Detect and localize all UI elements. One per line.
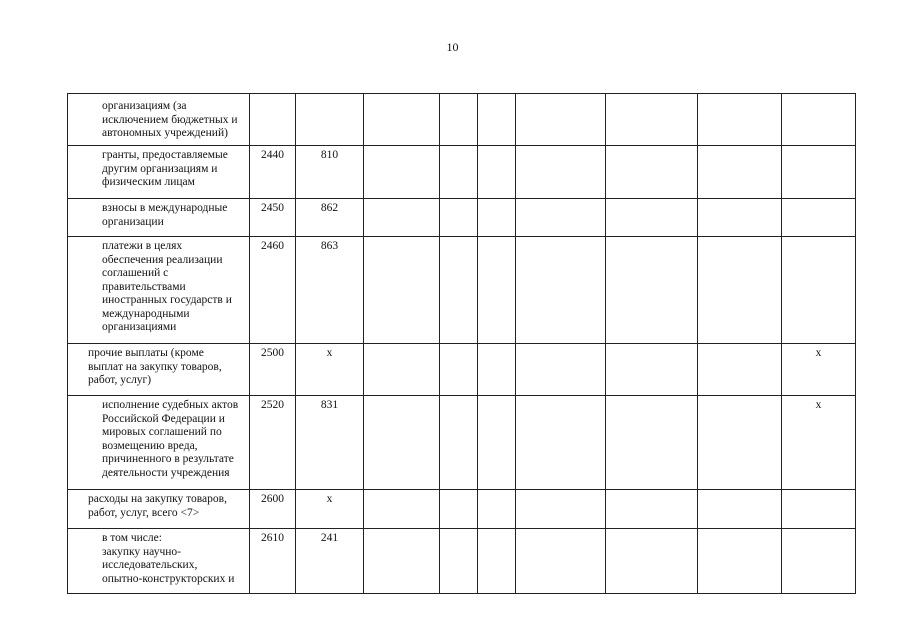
row-value-cell (440, 94, 478, 146)
row-name-line: исполнение судебных актов (102, 399, 239, 411)
row-name-line: правительствами (102, 280, 186, 293)
row-code-cell: 2520 (250, 396, 296, 490)
row-value-cell (606, 146, 698, 199)
row-value-cell (364, 344, 440, 396)
budget-table (67, 93, 856, 594)
row-kosgu-cell: 862 (296, 199, 364, 237)
row-value-cell (478, 94, 516, 146)
row-value-cell (440, 146, 478, 199)
row-value-cell (516, 237, 606, 344)
table-row (68, 94, 856, 146)
row-value-cell (516, 94, 606, 146)
row-value-cell (440, 396, 478, 490)
row-value-cell (440, 344, 478, 396)
row-value-cell (698, 490, 782, 529)
row-name-line: работ, услуг) (88, 374, 152, 386)
row-mark-cell (782, 199, 856, 237)
row-value-cell (516, 396, 606, 490)
row-value-cell (478, 529, 516, 594)
row-kosgu-cell: 863 (296, 237, 364, 344)
row-value-cell (606, 199, 698, 237)
row-value-cell (606, 94, 698, 146)
row-value-cell (478, 237, 516, 344)
row-name-cell (68, 94, 250, 146)
row-name-cell (68, 396, 250, 490)
row-value-cell (698, 199, 782, 237)
row-value-cell (478, 199, 516, 237)
row-code-cell: 2610 (250, 529, 296, 594)
row-name-line: в том числе: (102, 532, 162, 544)
row-name-line: физическим лицам (102, 176, 195, 188)
table-row (68, 490, 856, 529)
row-code-cell: 2440 (250, 146, 296, 199)
row-mark-cell (782, 529, 856, 594)
row-value-cell (516, 529, 606, 594)
row-value-cell (698, 146, 782, 199)
table-body (68, 94, 856, 594)
row-kosgu-cell: x (296, 490, 364, 529)
row-value-cell (364, 237, 440, 344)
row-value-cell (364, 94, 440, 146)
row-code-cell: 2450 (250, 199, 296, 237)
row-value-cell (516, 490, 606, 529)
row-value-cell (364, 199, 440, 237)
row-name-line: гранты, предоставляемые (102, 149, 228, 161)
row-kosgu-cell: 831 (296, 396, 364, 490)
row-value-cell (698, 94, 782, 146)
row-name-line: расходы на закупку товаров, (88, 493, 227, 505)
row-name-cell (68, 490, 250, 529)
row-value-cell (698, 344, 782, 396)
row-name-cell (68, 146, 250, 199)
row-mark-cell: x (782, 396, 856, 490)
table-row (68, 237, 856, 344)
row-name-line: прочие выплаты (кроме (88, 347, 204, 359)
row-mark-cell (782, 146, 856, 199)
row-name-line: закупку научно- (102, 545, 181, 558)
table-row (68, 344, 856, 396)
row-name-line: исследовательских, (102, 559, 198, 571)
row-name-line: взносы в международные (102, 202, 228, 214)
row-name-line: автономных учреждений) (102, 127, 228, 139)
row-value-cell (606, 490, 698, 529)
row-name-line: выплат на закупку товаров, (88, 360, 222, 373)
row-name-line: организациями (102, 321, 177, 333)
row-value-cell (698, 237, 782, 344)
row-value-cell (516, 199, 606, 237)
row-kosgu-cell: 241 (296, 529, 364, 594)
row-value-cell (478, 146, 516, 199)
row-name-cell (68, 529, 250, 594)
row-name-cell (68, 199, 250, 237)
row-name-line: Российской Федерации и (102, 412, 225, 425)
row-value-cell (440, 199, 478, 237)
row-name-line: организации (102, 215, 164, 228)
row-name-line: организациям (за (102, 100, 187, 112)
row-value-cell (698, 396, 782, 490)
row-name-line: опытно-конструкторских и (102, 572, 235, 585)
row-code-cell (250, 94, 296, 146)
row-value-cell (516, 146, 606, 199)
row-mark-cell (782, 490, 856, 529)
row-mark-cell: x (782, 344, 856, 396)
row-name-line: соглашений с (102, 267, 169, 279)
row-name-line: исключением бюджетных и (102, 113, 238, 126)
row-value-cell (364, 490, 440, 529)
row-mark-cell (782, 94, 856, 146)
row-mark-cell (782, 237, 856, 344)
row-kosgu-cell (296, 94, 364, 146)
row-name-line: работ, услуг, всего <7> (88, 506, 200, 519)
row-value-cell (440, 529, 478, 594)
row-code-cell: 2460 (250, 237, 296, 344)
page-number: 10 (446, 40, 459, 54)
row-name-line: деятельности учреждения (102, 466, 230, 479)
row-name-line: возмещению вреда, (102, 439, 198, 452)
row-name-cell (68, 344, 250, 396)
row-value-cell (364, 396, 440, 490)
row-code-cell: 2500 (250, 344, 296, 396)
row-name-line: другим организациям и (102, 162, 218, 175)
row-name-cell (68, 237, 250, 344)
row-value-cell (478, 344, 516, 396)
row-value-cell (440, 490, 478, 529)
row-value-cell (516, 344, 606, 396)
row-name-line: обеспечения реализации (102, 253, 223, 266)
table-row (68, 396, 856, 490)
table-row (68, 199, 856, 237)
row-value-cell (606, 529, 698, 594)
row-value-cell (698, 529, 782, 594)
row-value-cell (364, 146, 440, 199)
row-value-cell (364, 529, 440, 594)
row-name-line: международными (102, 307, 190, 320)
row-kosgu-cell: 810 (296, 146, 364, 199)
table-row (68, 529, 856, 594)
row-value-cell (606, 396, 698, 490)
row-code-cell: 2600 (250, 490, 296, 529)
row-value-cell (478, 490, 516, 529)
row-value-cell (606, 344, 698, 396)
row-value-cell (440, 237, 478, 344)
row-value-cell (478, 396, 516, 490)
row-name-line: иностранных государств и (102, 294, 232, 306)
row-name-line: платежи в целях (102, 240, 183, 252)
row-name-line: мировых соглашений по (102, 426, 222, 438)
table-row (68, 146, 856, 199)
row-kosgu-cell: x (296, 344, 364, 396)
row-value-cell (606, 237, 698, 344)
row-name-line: причиненного в результате (102, 453, 234, 465)
